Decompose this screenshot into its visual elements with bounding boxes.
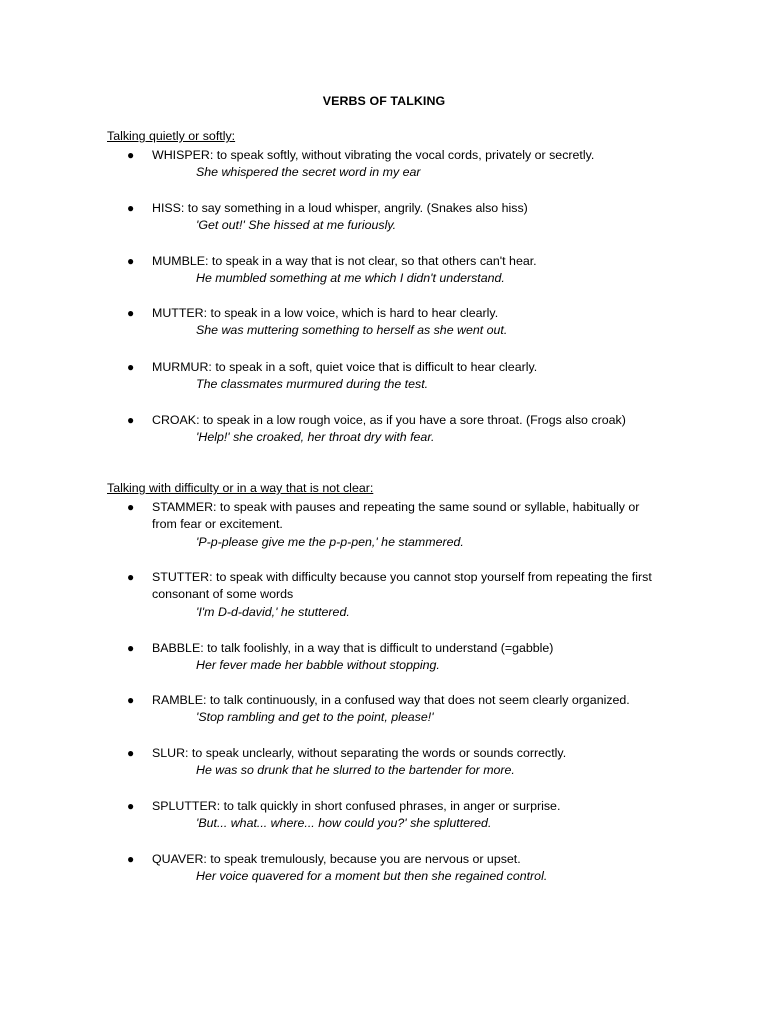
bullet-icon: ●: [127, 693, 135, 707]
entry-definition: RAMBLE: to talk continuously, in a confused way that does not seem clearly organized.: [152, 693, 630, 707]
entry-example: Her voice quavered for a moment but then she regained control.: [196, 869, 548, 883]
entry-example: 'I'm D-d-david,' he stuttered.: [196, 605, 350, 619]
bullet-icon: ●: [127, 641, 135, 655]
entry-example: She was muttering something to herself as she went out.: [196, 323, 508, 337]
section-heading-quietly: Talking quietly or softly:: [107, 129, 236, 143]
entry-example: 'Help!' she croaked, her throat dry with fear.: [196, 430, 435, 444]
entry-definition: STAMMER: to speak with pauses and repeating the same sound or syllable, habitually or from fear or excitement.: [152, 500, 640, 531]
entry-definition: HISS: to say something in a loud whisper, angrily. (Snakes also hiss): [152, 201, 528, 215]
bullet-icon: ●: [127, 148, 135, 162]
entry-example: The classmates murmured during the test.: [196, 377, 429, 391]
entry-definition: MUMBLE: to speak in a way that is not clear, so that others can't hear.: [152, 254, 537, 268]
entry-definition: WHISPER: to speak softly, without vibrating the vocal cords, privately or secretly.: [152, 148, 595, 162]
entry-example: He mumbled something at me which I didn't understand.: [196, 271, 505, 285]
bullet-icon: ●: [127, 570, 135, 584]
bullet-icon: ●: [127, 254, 135, 268]
bullet-icon: ●: [127, 413, 135, 427]
entry-definition: MUTTER: to speak in a low voice, which is hard to hear clearly.: [152, 306, 499, 320]
entry-example: She whispered the secret word in my ear: [196, 165, 421, 179]
bullet-icon: ●: [127, 306, 135, 320]
entry-definition: CROAK: to speak in a low rough voice, as if you have a sore throat. (Frogs also croak): [152, 413, 626, 427]
entry-definition: QUAVER: to speak tremulously, because you are nervous or upset.: [152, 852, 521, 866]
entry-example: 'P-p-please give me the p-p-pen,' he stammered.: [196, 535, 464, 549]
entry-definition: STUTTER: to speak with difficulty because you cannot stop yourself from repeating the first consonant of some words: [152, 570, 652, 601]
entry-example: 'Get out!' She hissed at me furiously.: [196, 218, 397, 232]
section-heading-difficulty: Talking with difficulty or in a way that is not clear:: [107, 481, 374, 495]
bullet-icon: ●: [127, 799, 135, 813]
entry-example: 'Stop rambling and get to the point, please!': [196, 710, 434, 724]
bullet-icon: ●: [127, 201, 135, 215]
bullet-icon: ●: [127, 500, 135, 514]
entry-example: 'But... what... where... how could you?' she spluttered.: [196, 816, 492, 830]
entry-definition: SPLUTTER: to talk quickly in short confused phrases, in anger or surprise.: [152, 799, 561, 813]
bullet-icon: ●: [127, 360, 135, 374]
bullet-icon: ●: [127, 852, 135, 866]
page-title: VERBS OF TALKING: [322, 94, 446, 108]
entry-example: Her fever made her babble without stopping.: [196, 658, 440, 672]
entry-example: He was so drunk that he slurred to the bartender for more.: [196, 763, 515, 777]
entry-definition: SLUR: to speak unclearly, without separating the words or sounds correctly.: [152, 746, 567, 760]
entry-definition: MURMUR: to speak in a soft, quiet voice that is difficult to hear clearly.: [152, 360, 538, 374]
entry-definition: BABBLE: to talk foolishly, in a way that is difficult to understand (=gabble): [152, 641, 554, 655]
bullet-icon: ●: [127, 746, 135, 760]
